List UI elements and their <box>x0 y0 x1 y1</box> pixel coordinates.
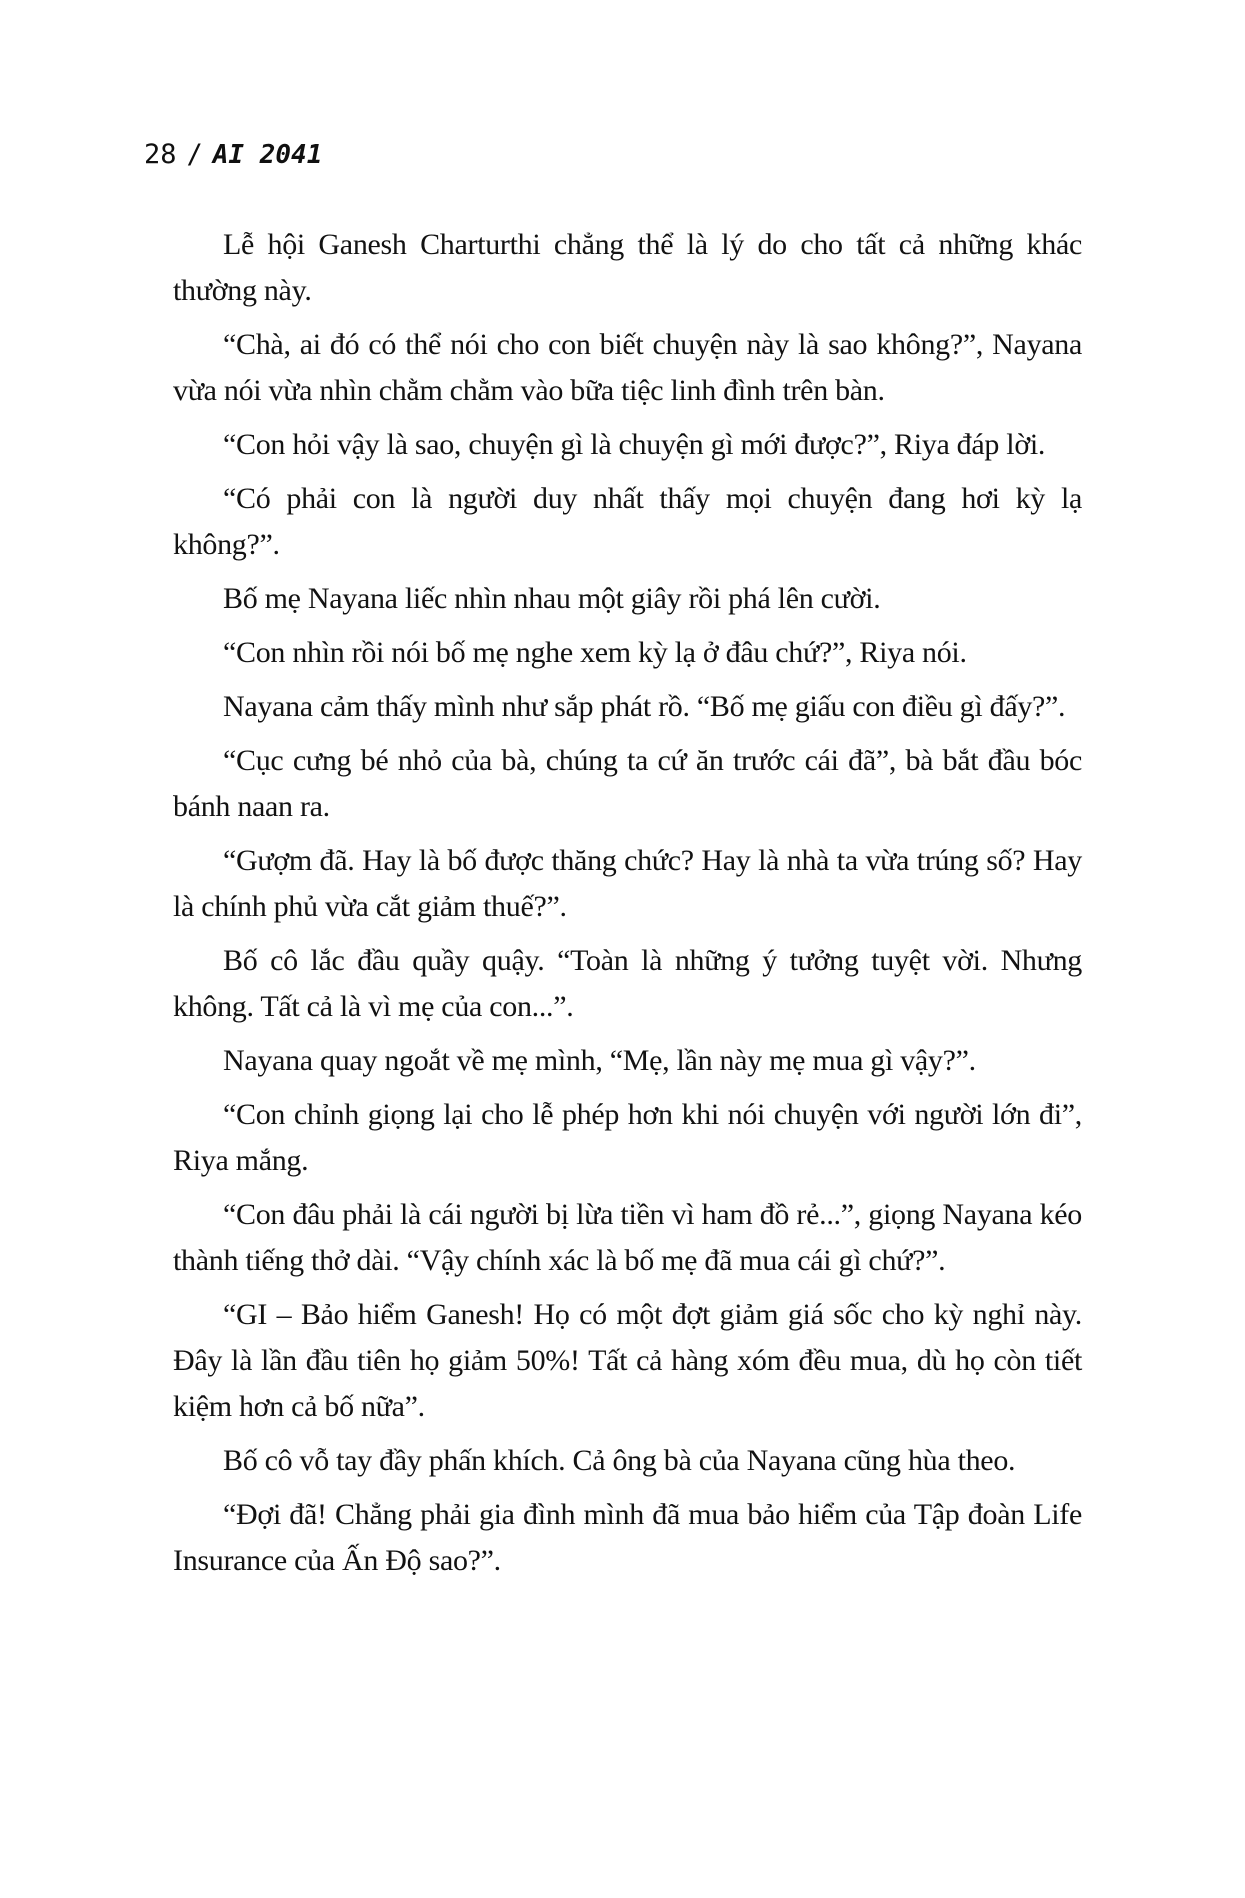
paragraph: “Con nhìn rồi nói bố mẹ nghe xem kỳ lạ ở đâu chứ?”, Riya nói. <box>223 636 967 669</box>
paragraph: Nayana cảm thấy mình như sắp phát rồ. “Bố mẹ giấu con điều gì đấy?”. <box>223 690 1066 723</box>
paragraph: “Con chỉnh giọng lại cho lễ phép hơn khi nói chuyện với người lớn đi”, Riya mắng. <box>173 1098 1082 1177</box>
paragraph: “Gượm đã. Hay là bố được thăng chức? Hay là nhà ta vừa trúng số? Hay là chính phủ vừa cắt giảm thuế?”. <box>173 844 1082 923</box>
paragraph: “Có phải con là người duy nhất thấy mọi chuyện đang hơi kỳ lạ không?”. <box>173 482 1082 561</box>
body-text <box>173 222 1082 1592</box>
paragraph: “Chà, ai đó có thể nói cho con biết chuyện này là sao không?”, Nayana vừa nói vừa nhìn chằm chằm vào bữa tiệc linh đình trên bàn. <box>173 328 1082 407</box>
header-separator: / <box>186 139 203 170</box>
paragraph: Nayana quay ngoắt về mẹ mình, “Mẹ, lần này mẹ mua gì vậy?”. <box>223 1044 976 1077</box>
running-header <box>144 141 322 168</box>
paragraph: “Cục cưng bé nhỏ của bà, chúng ta cứ ăn trước cái đã”, bà bắt đầu bóc bánh naan ra. <box>173 744 1082 823</box>
paragraph: Bố cô vỗ tay đầy phấn khích. Cả ông bà của Nayana cũng hùa theo. <box>223 1444 1016 1477</box>
book-title: AI 2041 <box>212 140 323 170</box>
paragraph: “Con hỏi vậy là sao, chuyện gì là chuyện gì mới được?”, Riya đáp lời. <box>223 428 1046 461</box>
paragraph: Bố mẹ Nayana liếc nhìn nhau một giây rồi phá lên cười. <box>223 582 881 615</box>
paragraph: “Con đâu phải là cái người bị lừa tiền vì ham đồ rẻ...”, giọng Nayana kéo thành tiếng thở dài. “Vậy chính xác là bố mẹ đã mua cái gì chứ?”. <box>173 1198 1082 1277</box>
paragraph: Lễ hội Ganesh Charturthi chẳng thể là lý do cho tất cả những khác thường này. <box>173 228 1082 307</box>
page-number: 28 <box>144 139 177 170</box>
paragraph: “GI – Bảo hiểm Ganesh! Họ có một đợt giảm giá sốc cho kỳ nghỉ này. Đây là lần đầu tiên họ giảm 50%! Tất cả hàng xóm đều mua, dù họ còn tiết kiệm hơn cả bố nữa”. <box>173 1298 1082 1423</box>
paragraph: Bố cô lắc đầu quầy quậy. “Toàn là những ý tưởng tuyệt vời. Nhưng không. Tất cả là vì mẹ của con...”. <box>173 944 1082 1023</box>
paragraph: “Đợi đã! Chẳng phải gia đình mình đã mua bảo hiểm của Tập đoàn Life Insurance của Ấn Độ sao?”. <box>173 1498 1082 1577</box>
